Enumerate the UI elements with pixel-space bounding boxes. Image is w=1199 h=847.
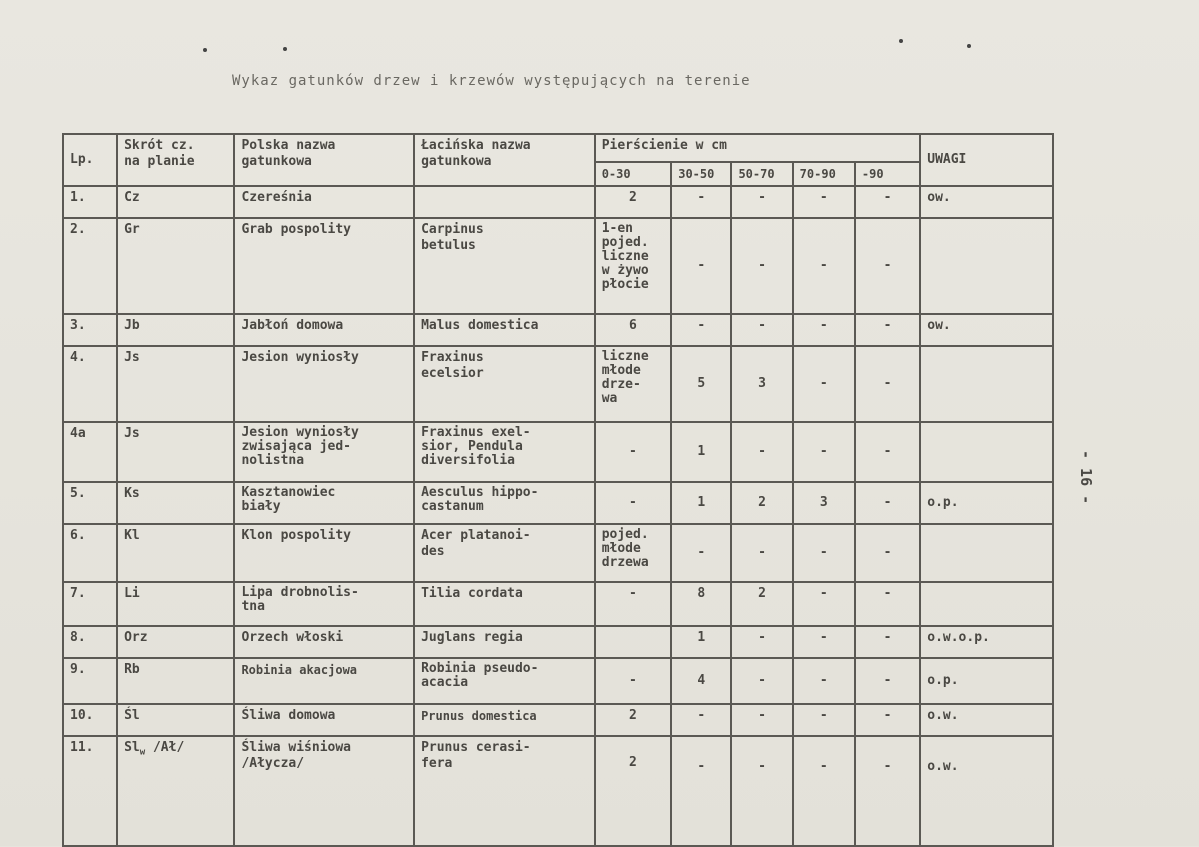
cell-polish-name: Jabłoń domowa	[234, 314, 414, 346]
cell-ring-70-90: -	[793, 218, 855, 314]
cell-abbr: Kl	[117, 524, 234, 582]
cell-ring-90: -	[855, 314, 920, 346]
cell-latin-name: Prunus cerasi- fera	[414, 736, 595, 846]
cell-polish-name: Jesion wyniosły	[234, 346, 414, 422]
cell-ring-0-30: 2	[595, 736, 672, 846]
cell-ring-0-30: 1-en pojed. liczne w żywo płocie	[595, 218, 672, 314]
table-row	[63, 314, 1053, 346]
header-abbr: Skrót cz. na planie	[117, 134, 234, 186]
cell-abbr: Rb	[117, 658, 234, 704]
cell-ring-70-90: -	[793, 314, 855, 346]
cell-ring-90: -	[855, 704, 920, 736]
cell-abbr: Js	[117, 422, 234, 482]
cell-ring-0-30: -	[595, 582, 672, 626]
cell-polish-name: Robinia akacjowa	[234, 658, 414, 704]
cell-latin-name: Prunus domestica	[414, 704, 595, 736]
cell-lp: 1.	[63, 186, 117, 218]
cell-notes	[920, 218, 1053, 314]
cell-notes	[920, 346, 1053, 422]
cell-ring-0-30: 2	[595, 704, 672, 736]
table-row	[63, 736, 1053, 846]
cell-ring-50-70: -	[731, 186, 792, 218]
cell-ring-90: -	[855, 626, 920, 658]
cell-abbr: Śl	[117, 704, 234, 736]
cell-ring-90: -	[855, 186, 920, 218]
cell-lp: 5.	[63, 482, 117, 524]
cell-ring-0-30: 6	[595, 314, 672, 346]
abbr-subscript: w	[139, 747, 146, 758]
cell-ring-70-90: -	[793, 422, 855, 482]
cell-ring-30-50: 4	[671, 658, 731, 704]
header-ring-30-50: 30-50	[671, 162, 731, 186]
cell-ring-0-30: -	[595, 482, 672, 524]
cell-abbr: Ks	[117, 482, 234, 524]
cell-ring-30-50: -	[671, 524, 731, 582]
cell-ring-90: -	[855, 346, 920, 422]
cell-lp: 4a	[63, 422, 117, 482]
page-number: - 16 -	[1077, 450, 1095, 505]
cell-polish-name: Śliwa wiśniowa /Ałycza/	[234, 736, 414, 846]
cell-notes	[920, 524, 1053, 582]
header-ring-70-90: 70-90	[793, 162, 855, 186]
cell-lp: 8.	[63, 626, 117, 658]
cell-notes: o.p.	[920, 658, 1053, 704]
cell-ring-50-70: -	[731, 658, 792, 704]
cell-notes: o.p.	[920, 482, 1053, 524]
header-notes: UWAGI	[920, 134, 1053, 186]
table-row	[63, 704, 1053, 736]
species-table	[62, 133, 1054, 847]
cell-notes: o.w.	[920, 736, 1053, 846]
cell-ring-50-70: -	[731, 626, 792, 658]
abbr-tail: /Ał/	[145, 740, 185, 755]
cell-ring-0-30: liczne młode drze- wa	[595, 346, 672, 422]
header-ring-0-30: 0-30	[595, 162, 672, 186]
cell-notes: o.w.	[920, 704, 1053, 736]
cell-lp: 4.	[63, 346, 117, 422]
cell-ring-70-90: -	[793, 346, 855, 422]
speck-mark	[283, 47, 287, 51]
cell-ring-70-90: -	[793, 704, 855, 736]
cell-abbr: Jb	[117, 314, 234, 346]
cell-notes	[920, 422, 1053, 482]
cell-ring-70-90: -	[793, 186, 855, 218]
cell-lp: 9.	[63, 658, 117, 704]
cell-ring-30-50: -	[671, 704, 731, 736]
cell-latin-name: Robinia pseudo- acacia	[414, 658, 595, 704]
cell-abbr: Orz	[117, 626, 234, 658]
cell-polish-name: Orzech włoski	[234, 626, 414, 658]
speck-mark	[203, 48, 207, 52]
cell-ring-30-50: -	[671, 218, 731, 314]
cell-ring-90: -	[855, 422, 920, 482]
cell-latin-name: Malus domestica	[414, 314, 595, 346]
cell-polish-name: Jesion wyniosły zwisająca jed- nolistna	[234, 422, 414, 482]
cell-lp: 6.	[63, 524, 117, 582]
cell-ring-30-50: 1	[671, 626, 731, 658]
cell-ring-50-70: 3	[731, 346, 792, 422]
cell-ring-30-50: 8	[671, 582, 731, 626]
cell-ring-70-90: -	[793, 736, 855, 846]
cell-ring-0-30	[595, 626, 672, 658]
cell-abbr: Js	[117, 346, 234, 422]
cell-ring-90: -	[855, 582, 920, 626]
header-polish: Polska nazwa gatunkowa	[234, 134, 414, 186]
speck-mark	[899, 39, 903, 43]
cell-polish-name: Grab pospolity	[234, 218, 414, 314]
cell-ring-30-50: 1	[671, 422, 731, 482]
cell-ring-90: -	[855, 658, 920, 704]
cell-latin-name: Carpinus betulus	[414, 218, 595, 314]
cell-abbr: Gr	[117, 218, 234, 314]
cell-ring-30-50: -	[671, 186, 731, 218]
cell-ring-30-50: 5	[671, 346, 731, 422]
cell-latin-name	[414, 186, 595, 218]
abbr-text: Sl	[124, 740, 140, 755]
cell-ring-50-70: -	[731, 314, 792, 346]
cell-polish-name: Śliwa domowa	[234, 704, 414, 736]
cell-polish-name: Kasztanowiec biały	[234, 482, 414, 524]
table-row	[63, 582, 1053, 626]
cell-ring-90: -	[855, 524, 920, 582]
table-row	[63, 186, 1053, 218]
cell-ring-70-90: -	[793, 626, 855, 658]
cell-ring-70-90: -	[793, 658, 855, 704]
cell-ring-70-90: -	[793, 524, 855, 582]
header-lp: Lp.	[63, 134, 117, 186]
header-ring-90: -90	[855, 162, 920, 186]
cell-latin-name: Fraxinus ecelsior	[414, 346, 595, 422]
cell-polish-name: Klon pospolity	[234, 524, 414, 582]
cell-lp: 11.	[63, 736, 117, 846]
table-row	[63, 218, 1053, 314]
cell-latin-name: Aesculus hippo- castanum	[414, 482, 595, 524]
cell-notes	[920, 582, 1053, 626]
cell-latin-name: Juglans regia	[414, 626, 595, 658]
cell-ring-0-30: pojed. młode drzewa	[595, 524, 672, 582]
cell-ring-30-50: 1	[671, 482, 731, 524]
cell-notes: o.w.o.p.	[920, 626, 1053, 658]
table-row	[63, 482, 1053, 524]
cell-ring-50-70: -	[731, 736, 792, 846]
cell-latin-name: Fraxinus exel- sior, Pendula diversifolia	[414, 422, 595, 482]
cell-ring-70-90: 3	[793, 482, 855, 524]
cell-latin-name: Tilia cordata	[414, 582, 595, 626]
cell-abbr: Li	[117, 582, 234, 626]
cell-ring-0-30: -	[595, 422, 672, 482]
header-rings: Pierścienie w cm	[595, 134, 921, 162]
table-row	[63, 422, 1053, 482]
cell-ring-30-50: -	[671, 314, 731, 346]
cell-polish-name: Lipa drobnolis- tna	[234, 582, 414, 626]
header-ring-50-70: 50-70	[731, 162, 792, 186]
table-row	[63, 524, 1053, 582]
table-row	[63, 346, 1053, 422]
cell-abbr	[117, 736, 234, 846]
cell-lp: 7.	[63, 582, 117, 626]
cell-ring-50-70: 2	[731, 482, 792, 524]
cell-ring-50-70: -	[731, 704, 792, 736]
cell-polish-name: Czereśnia	[234, 186, 414, 218]
cell-notes: ow.	[920, 186, 1053, 218]
page-title: Wykaz gatunków drzew i krzewów występujących na terenie	[232, 73, 751, 89]
cell-ring-30-50: -	[671, 736, 731, 846]
cell-ring-0-30: 2	[595, 186, 672, 218]
table-row	[63, 626, 1053, 658]
cell-lp: 10.	[63, 704, 117, 736]
cell-ring-0-30: -	[595, 658, 672, 704]
cell-ring-90: -	[855, 736, 920, 846]
cell-ring-50-70: -	[731, 524, 792, 582]
header-latin: Łacińska nazwa gatunkowa	[414, 134, 595, 186]
cell-ring-50-70: -	[731, 422, 792, 482]
table-row	[63, 658, 1053, 704]
cell-ring-50-70: -	[731, 218, 792, 314]
cell-abbr: Cz	[117, 186, 234, 218]
cell-ring-50-70: 2	[731, 582, 792, 626]
cell-ring-90: -	[855, 482, 920, 524]
cell-lp: 2.	[63, 218, 117, 314]
cell-latin-name: Acer platanoi- des	[414, 524, 595, 582]
cell-ring-70-90: -	[793, 582, 855, 626]
speck-mark	[967, 44, 971, 48]
cell-lp: 3.	[63, 314, 117, 346]
cell-notes: ow.	[920, 314, 1053, 346]
cell-ring-90: -	[855, 218, 920, 314]
